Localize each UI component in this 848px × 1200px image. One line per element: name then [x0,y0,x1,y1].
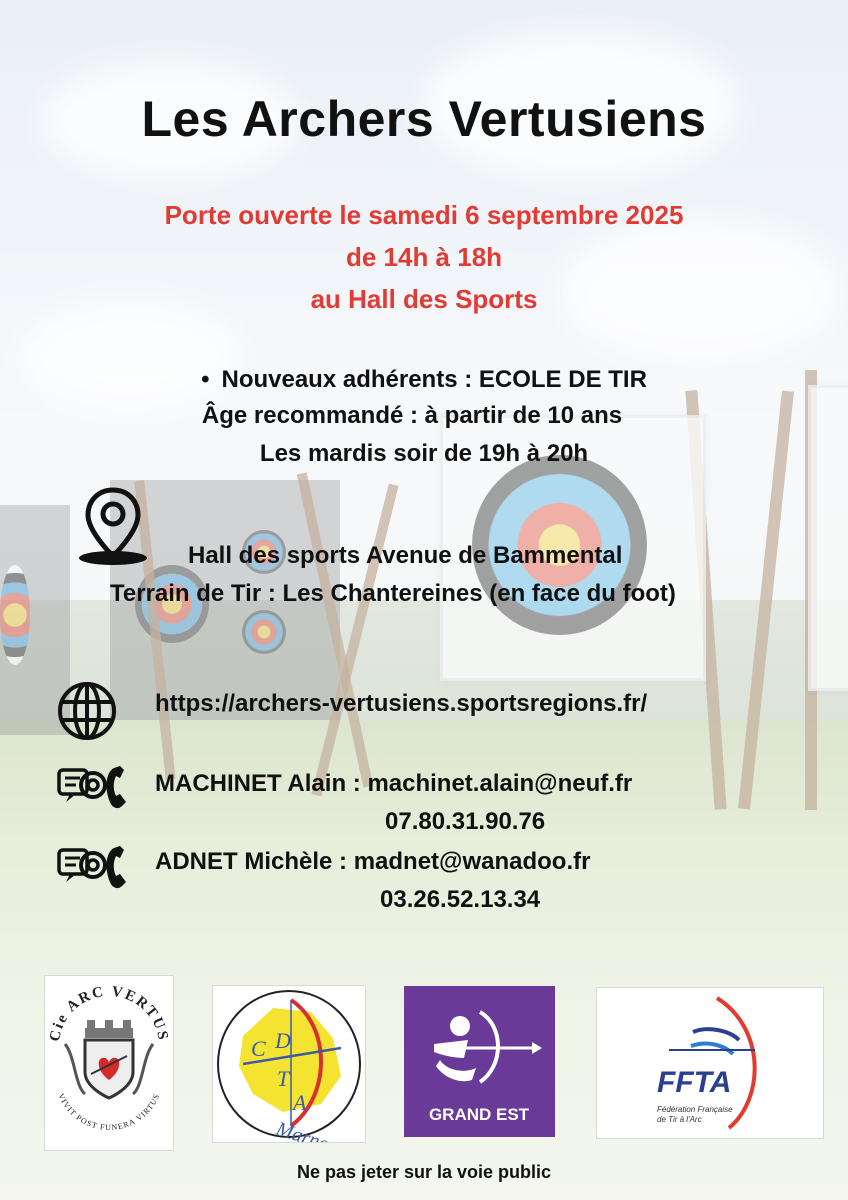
school-heading [0,366,848,394]
ffta-acronym: FFTA [657,1066,732,1099]
footer-notice: Ne pas jeter sur la voie public [296,1162,552,1182]
cdta-letter-a: A [293,1090,307,1115]
event-venue: au Hall des Sports [310,284,538,314]
contact-1-phone[interactable]: 07.80.31.90.76 [385,808,546,835]
cdta-letter-c: C [251,1036,266,1061]
location-line-2: Terrain de Tir : Les Chantereines (en face du foot) [110,580,676,607]
logo-grand-est [404,986,555,1137]
arc-vertus-motto: VIVIT POST FUNERA VIRTUS [56,1091,162,1133]
cdta-name: Marne [273,1117,331,1142]
map-pin-icon [76,484,150,576]
logo-arc-vertus [44,975,174,1151]
ffta-line-2: de Tir à l'Arc [657,1115,702,1124]
cdta-emblem [213,986,365,1142]
location-line-1: Hall des sports Avenue de Bammental [188,542,623,569]
school-line-1: Nouveaux adhérents : ECOLE DE TIR [221,366,647,393]
globe-icon [56,680,118,742]
arc-vertus-top-text: Cie ARC VERTUS [46,983,171,1043]
contact-2-phone[interactable]: 03.26.52.13.34 [380,886,541,913]
grand-est-text: GRAND EST [428,1105,530,1124]
ffta-line-1: Fédération Française [657,1105,733,1114]
school-line-2: Âge recommandé : à partir de 10 ans [201,402,623,429]
cdta-letter-d: D [275,1028,291,1053]
arc-vertus-emblem [45,976,173,1150]
grand-est-archer-icon [404,986,555,1137]
school-line-3: Les mardis soir de 19h à 20h [259,440,589,467]
logo-ffta [596,987,824,1139]
ffta-emblem [597,988,823,1138]
event-date: Porte ouverte le samedi 6 septembre 2025 [164,200,684,230]
website-link[interactable]: https://archers-vertusiens.sportsregions.fr/ [155,690,648,717]
event-hours: de 14h à 18h [345,242,503,272]
email-phone-icon [56,762,130,814]
contact-1-label[interactable]: MACHINET Alain : machinet.alain@neuf.fr [155,770,633,797]
logo-cdta-marne [212,985,366,1143]
contact-2-label[interactable]: ADNET Michèle : madnet@wanadoo.fr [155,848,591,875]
page-title: Les Archers Vertusiens [141,91,707,147]
email-phone-icon [56,842,130,894]
bullet: • [201,366,210,393]
cdta-letter-t: T [277,1066,290,1091]
